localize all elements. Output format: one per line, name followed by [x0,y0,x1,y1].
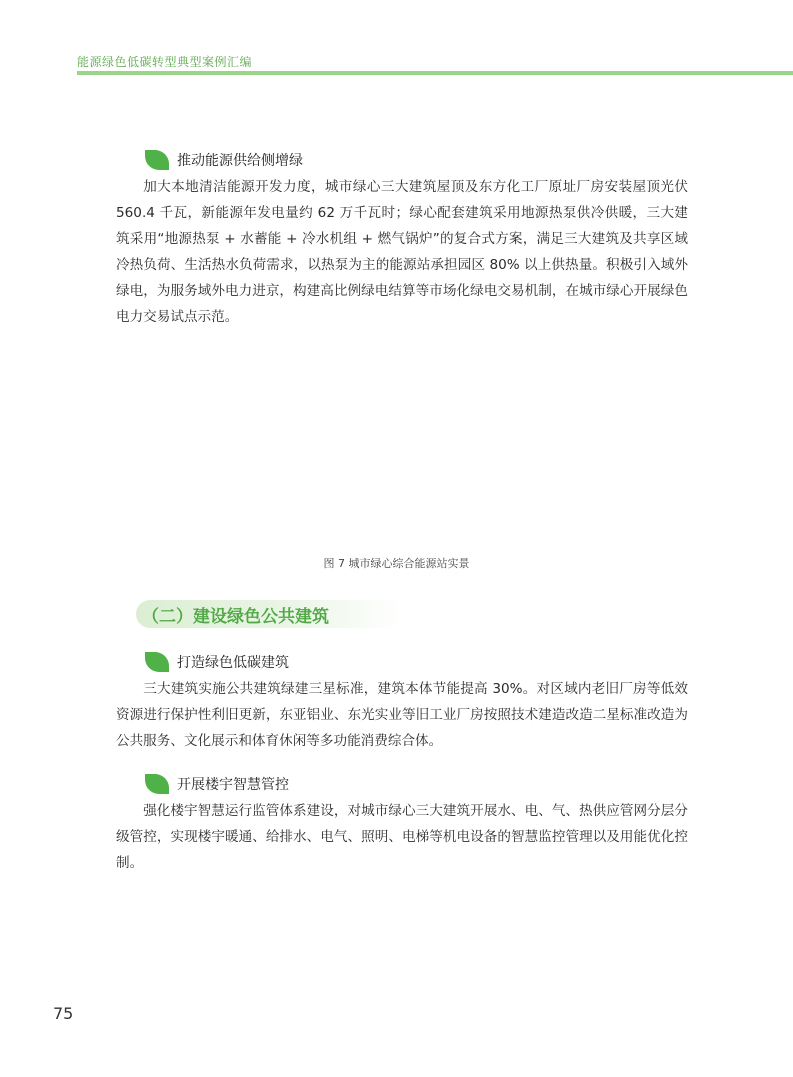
subheading-supply-label: 推动能源供给侧增绿 [177,153,303,169]
subheading-lowcarbon-label: 打造绿色低碳建筑 [177,655,289,671]
subheading-supply [145,148,303,172]
section-heading [136,600,402,628]
subheading-smart [145,772,289,796]
subheading-lowcarbon [145,650,289,674]
subheading-smart-label: 开展楼宇智慧管控 [177,777,289,793]
paragraph-supply: 加大本地清洁能源开发力度，城市绿心三大建筑屋顶及东方化工厂原址厂房安装屋顶光伏 560.4 千瓦，新能源年发电量约 62 万千瓦时；绿心配套建筑采用地源热泵供冷供暖，三大建筑采用“地源热泵 + 水蓄能 + 冷水机组 + 燃气锅炉”的复合式方案，满足三大建筑及共享区域冷热负荷、生活热水负荷需求，以热泵为主的能源站承担园区 80% 以上供热量。积极引入域外绿电，为服务域外电力进京，构建高比例绿电结算等市场化绿电交易机制，在城市绿心开展绿色电力交易试点示范。 [116,179,688,325]
paragraph-smart: 强化楼宇智慧运行监管体系建设，对城市绿心三大建筑开展水、电、气、热供应管网分层分级管控，实现楼宇暖通、给排水、电气、照明、电梯等机电设备的智慧监控管理以及用能优化控制。 [116,803,688,871]
page-number: 75 [53,1004,74,1023]
paragraph-lowcarbon: 三大建筑实施公共建筑绿建三星标准，建筑本体节能提高 30%。对区域内老旧厂房等低效资源进行保护性利旧更新，东亚铝业、东光实业等旧工业厂房按照技术建造改造二星标准改造为公共服务、文化展示和体育休闲等多功能消费综合体。 [116,681,688,749]
running-header: 能源绿色低碳转型典型案例汇编 [77,55,253,69]
section-heading-label: （二）建设绿色公共建筑 [142,606,329,627]
header-divider [77,71,793,75]
leaf-icon [145,652,169,672]
leaf-icon [145,150,169,170]
figure-caption: 图 7 城市绿心综合能源站实景 [323,557,470,570]
leaf-icon [145,774,169,794]
